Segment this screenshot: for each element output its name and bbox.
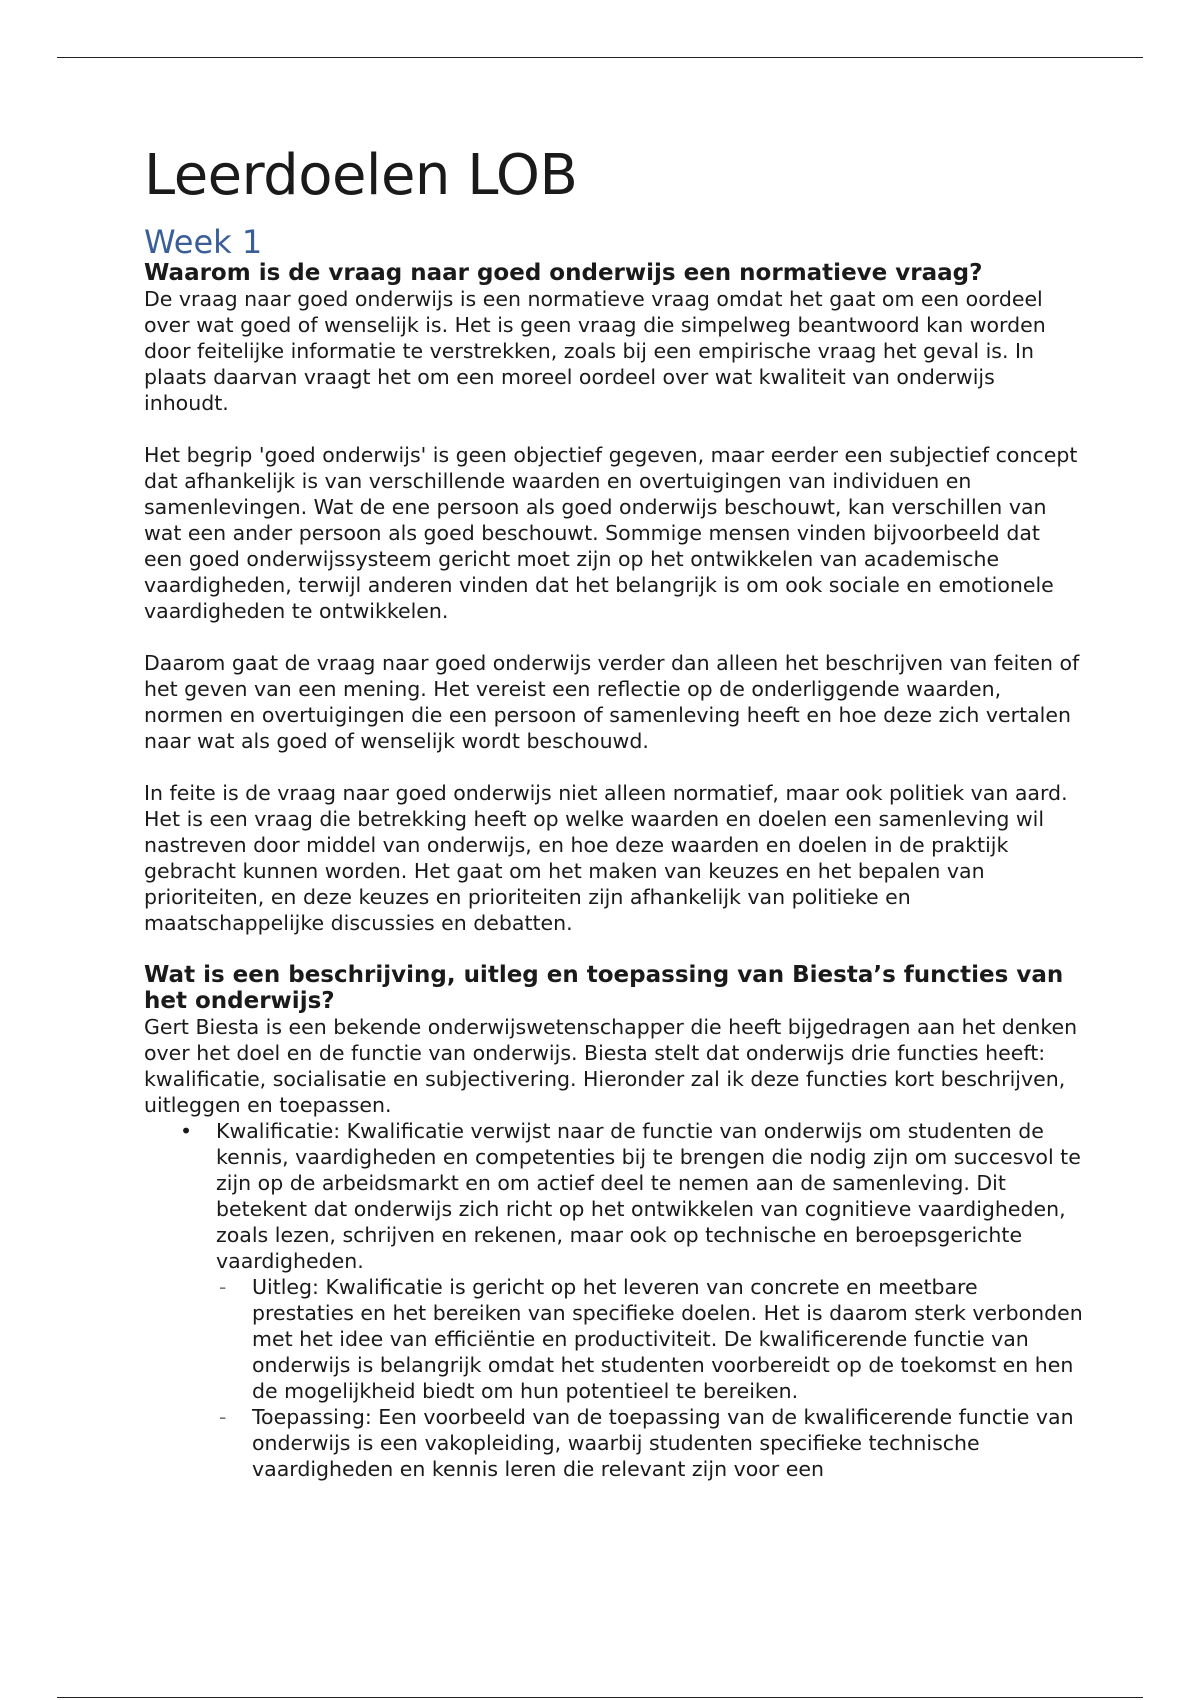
function-list [144, 1118, 1084, 1482]
week-heading: Week 1 [144, 223, 263, 261]
paragraph: Het begrip 'goed onderwijs' is geen objectief gegeven, maar eerder een subjectief concept dat afhankelijk is van verschillende waarden en overtuigingen van individuen en samenlevingen. Wat de ene persoon als goed onderwijs beschouwt, kan verschillen van wat een ander persoon als goed beschouwt. Sommige mensen vinden bijvoorbeeld dat een goed onderwijssysteem gericht moet zijn op het ontwikkelen van academische vaardigheden, terwijl anderen vinden dat het belangrijk is om ook sociale en emotionele vaardigheden te ontwikkelen. [144, 443, 1078, 623]
list-item-text: Kwalificatie: Kwalificatie verwijst naar de functie van onderwijs om studenten de kennis, vaardigheden en competenties bij te brengen die nodig zijn om succesvol te zijn op de arbeidsmarkt en om actief deel te nemen aan de samenleving. Dit betekent dat onderwijs zich richt op het ontwikkelen van cognitieve vaardigheden, zoals lezen, schrijven en rekenen, maar ook op technische en beroepsgerichte vaardigheden. [216, 1119, 1081, 1273]
paragraph: Daarom gaat de vraag naar goed onderwijs verder dan alleen het beschrijven van feiten of het geven van een mening. Het vereist een reflectie op de onderliggende waarden, normen en overtuigingen die een persoon of samenleving heeft en hoe deze zich vertalen naar wat als goed of wenselijk wordt beschouwd. [144, 651, 1080, 753]
list-item [216, 1118, 1084, 1482]
paragraph: Gert Biesta is een bekende onderwijswetenschapper die heeft bijgedragen aan het denken over het doel en de functie van onderwijs. Biesta stelt dat onderwijs drie functies heeft: kwalificatie, socialisatie en subjectivering. Hieronder zal ik deze functies kort beschrijven, uitleggen en toepassen. [144, 1015, 1078, 1117]
sub-list-item: - Uitleg: Kwalificatie is gericht op het leveren van concrete en meetbare prestaties en het bereiken van specifieke doelen. Het is daarom sterk verbonden met het idee van efficiëntie en productiviteit. De kwalificerende functie van onderwijs is belangrijk omdat het studenten voorbereidt op de toekomst en hen de mogelijkheid biedt om hun potentieel te bereiken. [252, 1274, 1084, 1404]
sub-list [216, 1274, 1084, 1482]
question-heading-normative: Waarom is de vraag naar goed onderwijs een normatieve vraag? [144, 260, 983, 286]
question-heading-biesta: Wat is een beschrijving, uitleg en toepassing van Biesta’s functies van het onderwijs? [144, 962, 1064, 1014]
paragraph: De vraag naar goed onderwijs is een normatieve vraag omdat het gaat om een oordeel over wat goed of wenselijk is. Het is geen vraag die simpelweg beantwoord kan worden door feitelijke informatie te verstrekken, zoals bij een empirische vraag het geval is. In plaats daarvan vraagt het om een moreel oordeel over wat kwaliteit van onderwijs inhoudt. [144, 287, 1046, 415]
footer-rule [57, 1697, 1143, 1698]
sub-list-item: - Toepassing: Een voorbeeld van de toepassing van de kwalificerende functie van onderwijs is een vakopleiding, waarbij studenten specifieke technische vaardigheden en kennis leren die relevant zijn voor een [252, 1404, 1084, 1482]
document-page [144, 140, 1084, 1482]
paragraph: In feite is de vraag naar goed onderwijs niet alleen normatief, maar ook politiek van aard. Het is een vraag die betrekking heeft op welke waarden en doelen een samenleving wil nastreven door middel van onderwijs, en hoe deze waarden en doelen in de praktijk gebracht kunnen worden. Het gaat om het maken van keuzes en het bepalen van prioriteiten, en deze keuzes en prioriteiten zijn afhankelijk van politieke en maatschappelijke discussies en debatten. [144, 781, 1068, 935]
header-rule [57, 57, 1143, 58]
document-title: Leerdoelen LOB [144, 143, 578, 208]
